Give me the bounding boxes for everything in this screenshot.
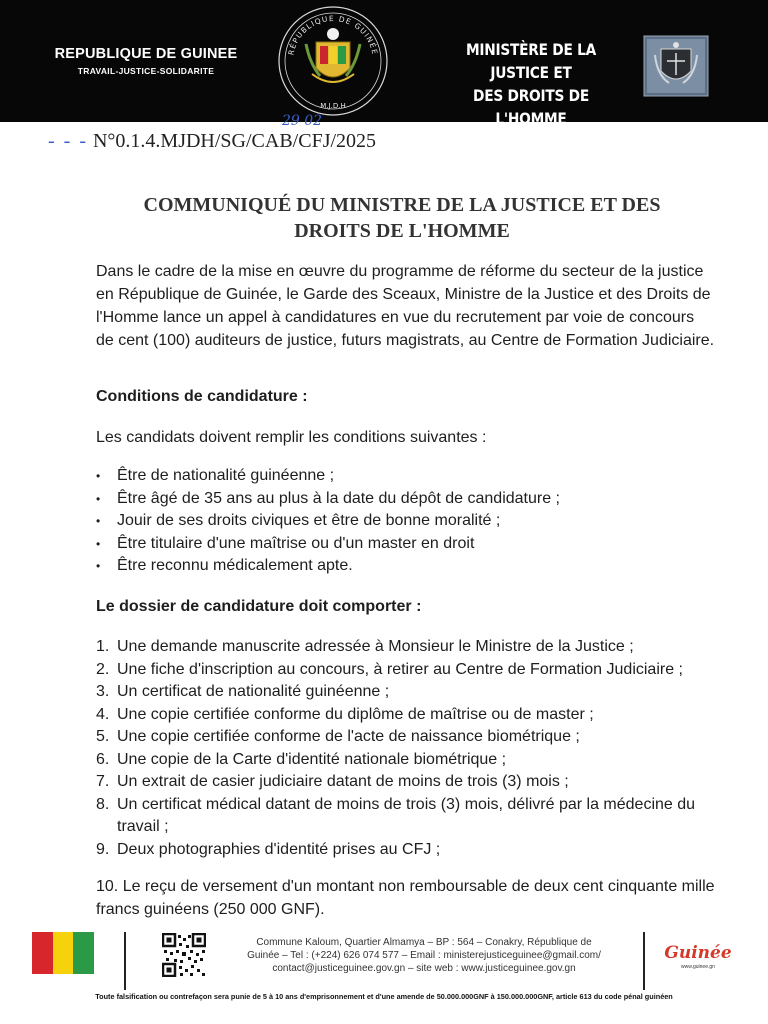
reference-dashes: - - - bbox=[48, 130, 88, 152]
qr-code-icon bbox=[162, 933, 206, 977]
reference-text: N°0.1.4.MJDH/SG/CAB/CFJ/2025 bbox=[92, 130, 377, 152]
ministry-title-line1: MINISTÈRE DE LA JUSTICE ET bbox=[465, 40, 597, 82]
guinee-brand-logo bbox=[658, 943, 738, 970]
address-line1: Commune Kaloum, Quartier Almamya – BP : 564 – Conakry, République de bbox=[256, 937, 592, 948]
conditions-lead: Les candidats doivent remplir les conditions suivantes : bbox=[96, 429, 487, 446]
dossier-heading: Le dossier de candidature doit comporter : bbox=[96, 598, 422, 615]
flag-red-band bbox=[32, 932, 53, 974]
reference-number bbox=[48, 130, 376, 153]
list-item: • Être âgé de 35 ans au plus à la date du dépôt de candidature ; bbox=[96, 489, 560, 507]
address-line3: contact@justiceguinee.gov.gn – site web : www.justiceguinee.gov.gn bbox=[272, 963, 576, 974]
list-item: 1. Une demande manuscrite adressée à Monsieur le Ministre de la Justice ; bbox=[96, 638, 634, 655]
conditions-list bbox=[96, 465, 560, 578]
list-item: • Être titulaire d'une maîtrise ou d'un master en droit bbox=[96, 534, 475, 552]
list-item: 4. Une copie certifiée conforme du diplôme de maîtrise ou de master ; bbox=[96, 705, 594, 723]
footer-divider-left bbox=[124, 932, 126, 990]
republic-motto: TRAVAIL-JUSTICE-SOLIDARITE bbox=[77, 66, 215, 76]
communique-title bbox=[80, 192, 724, 244]
brand-url: www.guinee.gn bbox=[681, 964, 715, 970]
dossier-list bbox=[96, 636, 726, 861]
flag-yellow-band bbox=[53, 932, 74, 974]
handwritten-date: 29 02 bbox=[282, 113, 323, 129]
footer-address bbox=[212, 936, 636, 975]
intro-paragraph: Dans le cadre de la mise en œuvre du programme de réforme du secteur de la justice en République de Guinée, le Garde des Sceaux, Ministre de la Justice et des Droits de l'Homme lance un appel à candidatures en vue du recrutement par voie de concours de cent (100) auditeurs de justice, futurs magistrats, au Centre de Formation Judiciaire. bbox=[96, 263, 715, 349]
brand-name: Guinée bbox=[664, 943, 732, 963]
address-line2: Guinée – Tel : (+224) 626 074 577 – Email : ministerejusticeguinee@gmail.com/ bbox=[247, 950, 601, 961]
list-item: 3. Un certificat de nationalité guinéenne ; bbox=[96, 683, 390, 700]
list-item: 2. Une fiche d'inscription au concours, à retirer au Centre de Formation Judiciaire ; bbox=[96, 660, 683, 678]
list-item: • Jouir de ses droits civiques et être de bonne moralité ; bbox=[96, 512, 501, 529]
seal-bottom-text: M.J.D.H bbox=[320, 102, 346, 110]
list-item: 9. Deux photographies d'identité prises au CFJ ; bbox=[96, 840, 441, 858]
legal-notice: Toute falsification ou contrefaçon sera punie de 5 à 10 ans d'emprisonnement et d'une amende de 50.000.000GNF à 150.000.000GNF, article 613 du code pénal guinéen bbox=[95, 992, 673, 1001]
list-item: • Être de nationalité guinéenne ; bbox=[96, 467, 335, 484]
title-line1: COMMUNIQUÉ DU MINISTRE DE LA JUSTICE ET DES bbox=[143, 194, 661, 216]
ministry-block bbox=[441, 38, 622, 130]
list-item: • Être reconnu médicalement apte. bbox=[96, 557, 353, 574]
republic-title: REPUBLIQUE DE GUINEE bbox=[54, 46, 238, 62]
ministry-seal-icon bbox=[276, 4, 390, 118]
ministry-emblem-icon bbox=[643, 35, 709, 97]
ministry-title-line2: DES DROITS DE L'HOMME bbox=[473, 86, 589, 128]
seal-top-text: RÉPUBLIQUE DE GUINÉE bbox=[286, 13, 380, 56]
list-item: 5. Une copie certifiée conforme de l'acte de naissance biométrique ; bbox=[96, 728, 580, 745]
title-line2: DROITS DE L'HOMME bbox=[294, 220, 510, 242]
footer-divider-right bbox=[643, 932, 645, 990]
flag-green-band bbox=[73, 932, 94, 974]
list-item: 7. Un extrait de casier judiciaire datant de moins de trois (3) mois ; bbox=[96, 773, 569, 790]
list-item: 8. Un certificat médical datant de moins de trois (3) mois, délivré par la médecine du travail ; bbox=[96, 795, 696, 835]
list-item: 6. Une copie de la Carte d'identité nationale biométrique ; bbox=[96, 750, 507, 768]
dossier-item-10: 10. Le reçu de versement d'un montant non remboursable de deux cent cinquante mille francs guinéens (250 000 GNF). bbox=[96, 878, 715, 918]
conditions-heading: Conditions de candidature : bbox=[96, 388, 308, 405]
header-band bbox=[0, 0, 768, 128]
guinea-flag bbox=[32, 932, 94, 974]
republic-block bbox=[36, 46, 256, 76]
